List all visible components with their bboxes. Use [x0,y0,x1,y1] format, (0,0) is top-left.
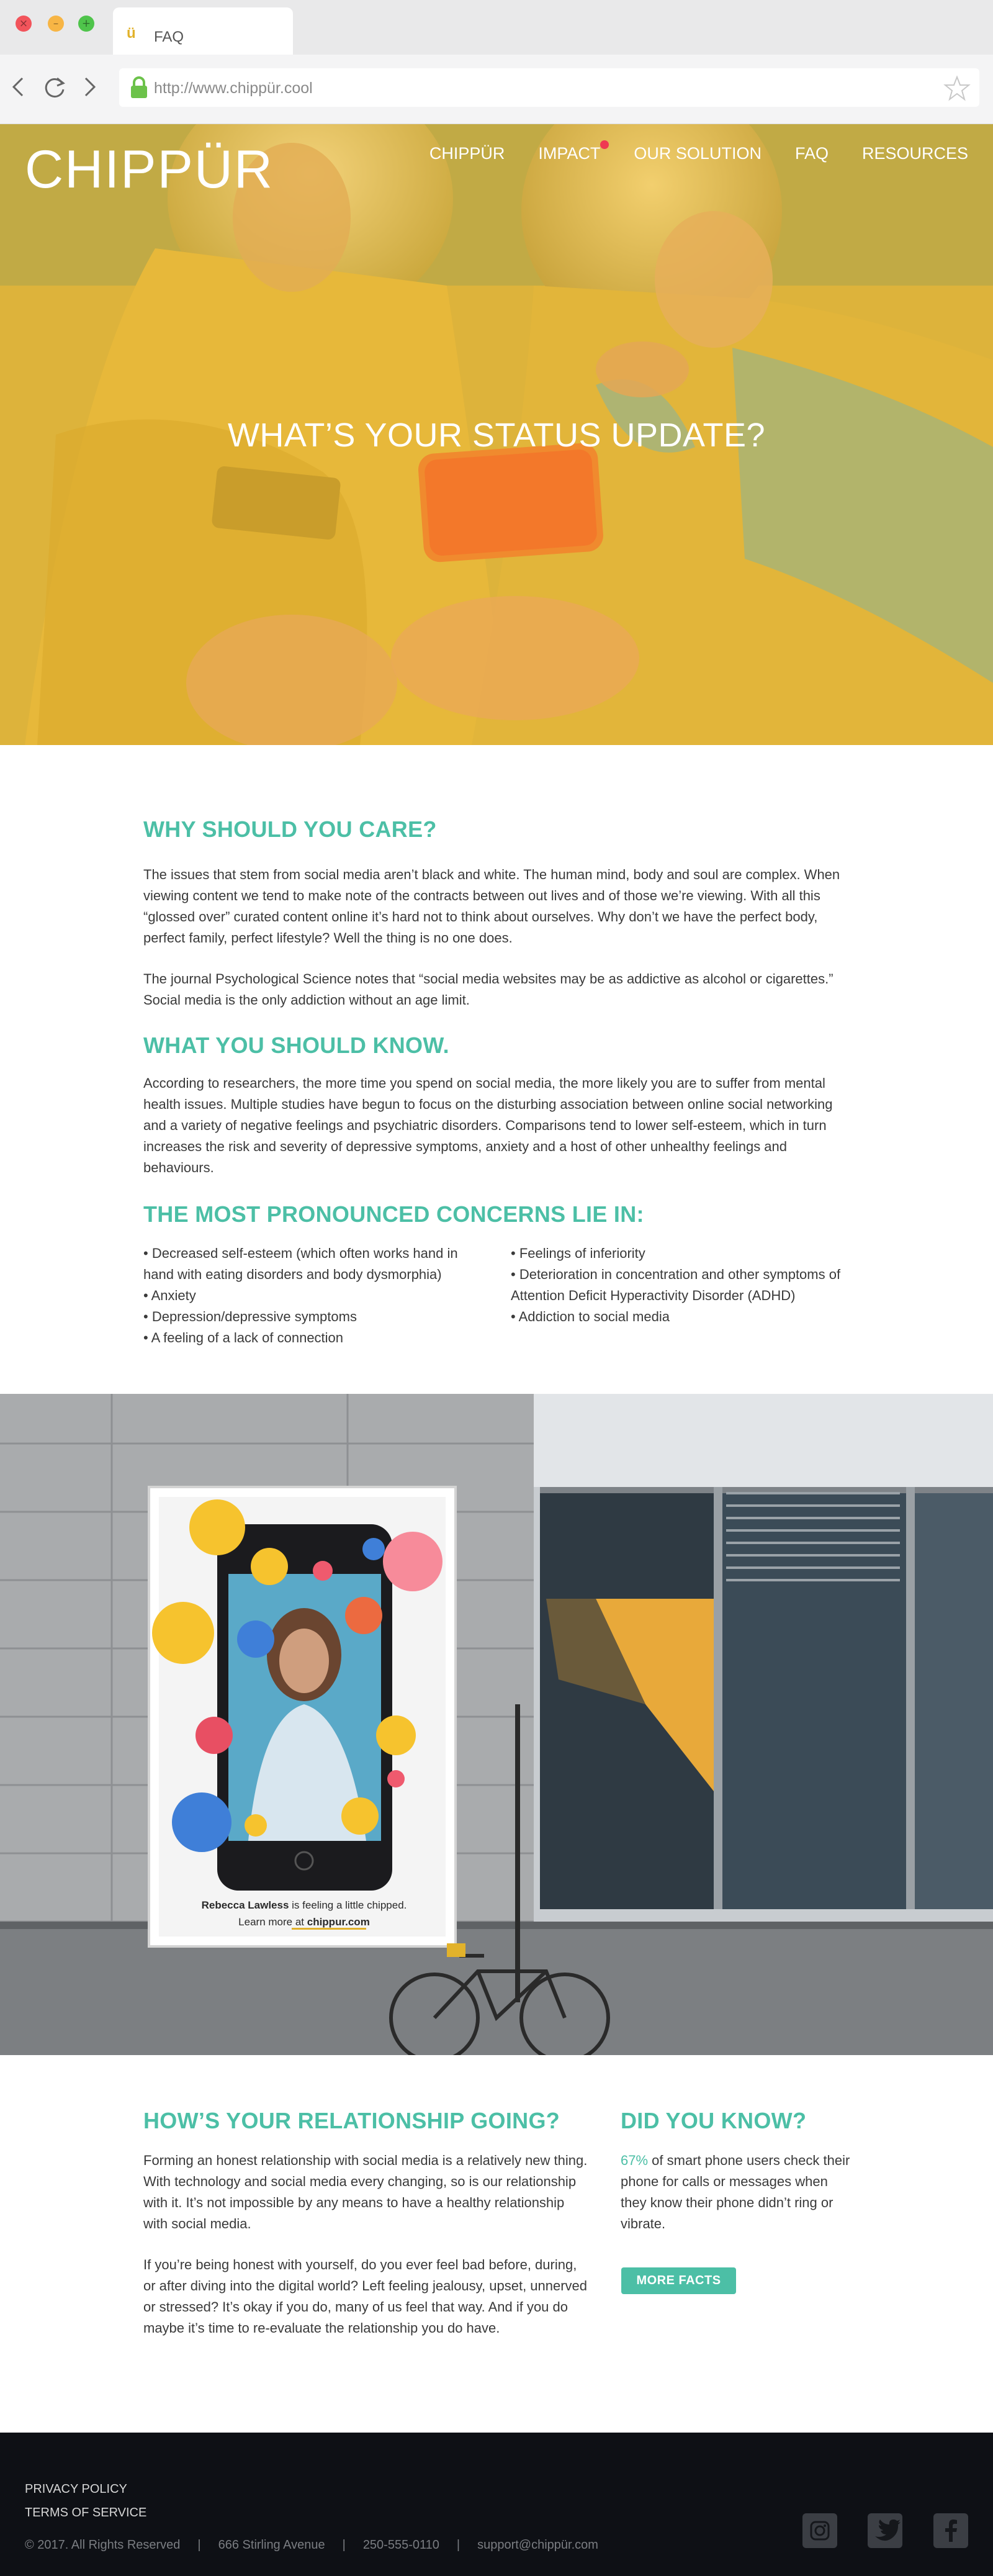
more-facts-button[interactable]: MORE FACTS [621,2267,736,2294]
tab-title: FAQ [154,29,184,45]
favicon-icon: ü [127,25,136,42]
nav-item-impact-label: IMPACT [538,144,601,163]
concerns-heading: THE MOST PRONOUNCED CONCERNS LIE IN: [143,1201,644,1227]
billboard-caption [155,1897,453,1930]
list-item: • Deterioration in concentration and other symptoms of Attention Deficit Hyperactivity Disorder (ADHD) [511,1267,841,1303]
stat-description: of smart phone users check their phone for calls or messages when they know their phone didn’t ring or vibrate. [621,2153,850,2231]
instagram-icon [802,2513,837,2548]
footer-links [25,2477,146,2524]
nav-item-resources[interactable]: RESOURCES [861,144,968,163]
reload-button[interactable] [38,71,71,103]
relationship-paragraph-1: Forming an honest relationship with social media is a relatively new thing. With technology and social media every changing, so is our relationship with it. It’s not impossible by any means to have a healthy relationship with social media. [143,2153,588,2231]
url-text[interactable]: http://www.chippür.cool [154,79,313,97]
list-item: • A feeling of a lack of connection [143,1330,344,1345]
care-heading: WHY SHOULD YOU CARE? [143,816,437,842]
nav-item-chippur[interactable]: CHIPPÜR [429,144,505,163]
browser-toolbar [0,55,993,124]
hero-section [0,124,993,745]
list-item: • Depression/depressive symptoms [143,1309,357,1324]
minimize-window-button[interactable] [48,16,64,32]
billboard-caption-prefix: Learn more at [238,1916,307,1928]
close-icon: × [19,17,29,30]
concerns-list-left [143,1243,491,1349]
billboard-caption-line-1 [155,1897,453,1914]
billboard-caption-link: chippur.com [307,1916,370,1928]
nav-item-faq[interactable]: FAQ [794,144,829,163]
copyright-text: © 2017. All Rights Reserved [25,2538,181,2552]
list-item: • Addiction to social media [511,1309,670,1324]
maximize-window-button[interactable] [78,16,94,32]
back-arrow-icon [2,71,35,103]
phone-text: 250-555-0110 [362,2538,439,2552]
billboard-photo [0,1394,993,2055]
hero-title: WHAT’S YOUR STATUS UPDATE? [227,417,766,454]
concerns-list-right [511,1243,846,1327]
site-logo[interactable]: CHIPPÜR [25,140,274,199]
forward-button[interactable] [73,71,106,103]
did-you-know-heading: DID YOU KNOW? [621,2108,807,2133]
close-window-button[interactable] [16,16,32,32]
list-item: • Decreased self-esteem (which often works hand in hand with eating disorders and body dysmorphia) [143,1245,458,1282]
care-paragraph-2: The journal Psychological Science notes that “social media websites may be as addictive as alcohol or cigarettes.” Social media is the only addiction without an age limit. [143,971,833,1008]
back-button[interactable] [2,71,35,103]
stat-percentage: 67% [621,2153,649,2168]
main-navigation [396,144,968,163]
instagram-button[interactable] [802,2513,837,2548]
lock-icon [128,76,150,99]
separator: | [197,2538,201,2552]
billboard-caption-name: Rebecca Lawless [201,1899,289,1911]
facebook-icon [933,2513,968,2548]
list-item: • Anxiety [143,1288,196,1303]
billboard-scene-image [0,1394,993,2055]
separator: | [342,2538,346,2552]
nav-item-impact[interactable] [538,144,600,163]
did-you-know-text [621,2150,856,2235]
relationship-paragraph-2: If you’re being honest with yourself, do you ever feel bad before, during, or after diving into the digital world? Left feeling jealousy, upset, unnerved or stressed? It’s okay if you do, many of us feel that way. And if you do maybe it’s time to re-evaluate the relationship you do have. [143,2257,588,2336]
site-footer [0,2433,993,2576]
billboard-caption-rest: is feeling a little chipped. [289,1899,407,1911]
list-item: • Feelings of inferiority [511,1245,645,1261]
twitter-button[interactable] [868,2513,902,2548]
relationship-heading: HOW’S YOUR RELATIONSHIP GOING? [143,2108,560,2133]
know-heading: WHAT YOU SHOULD KNOW. [143,1033,449,1058]
browser-tab[interactable] [113,7,293,55]
browser-tab-bar [0,0,993,55]
address-text: 666 Stirling Avenue [218,2538,325,2552]
nav-item-our-solution[interactable]: OUR SOLUTION [634,144,762,163]
know-paragraph: According to researchers, the more time you spend on social media, the more likely you are to suffer from mental health issues. Multiple studies have begun to focus on the disturbing association between online social networking and a variety of negative feelings and psychiatric disorders. Comparisons tend to lower self-esteem, which in turn increases the risk and severity of depressive symptoms, anxiety and a host of other unhealthy feelings and behaviours. [143,1075,833,1175]
facebook-button[interactable] [933,2513,968,2548]
care-paragraph-1: The issues that stem from social media aren’t black and white. The human mind, body and soul are complex. When viewing content we tend to make note of the contracts between out lives and of those we’re viewing. With all this “glossed over” curated content online it’s hard not to think about ourselves. Why don’t we have the perfect body, perfect family, perfect lifestyle? Well the thing is no one does. [143,867,840,946]
footer-meta [25,2538,598,2552]
bookmark-star-icon[interactable] [943,75,971,102]
billboard-caption-line-2 [155,1914,453,1930]
privacy-policy-link[interactable]: PRIVACY POLICY [25,2482,127,2496]
address-bar[interactable] [119,68,979,107]
separator: | [456,2538,461,2552]
minimize-icon: – [53,17,59,30]
terms-of-service-link[interactable]: TERMS OF SERVICE [25,2506,147,2520]
maximize-icon: + [81,17,91,30]
reload-icon [38,71,71,103]
twitter-icon [868,2513,902,2548]
notification-dot [600,140,609,149]
email-link[interactable]: support@chippür.com [477,2538,598,2552]
forward-arrow-icon [73,71,106,103]
